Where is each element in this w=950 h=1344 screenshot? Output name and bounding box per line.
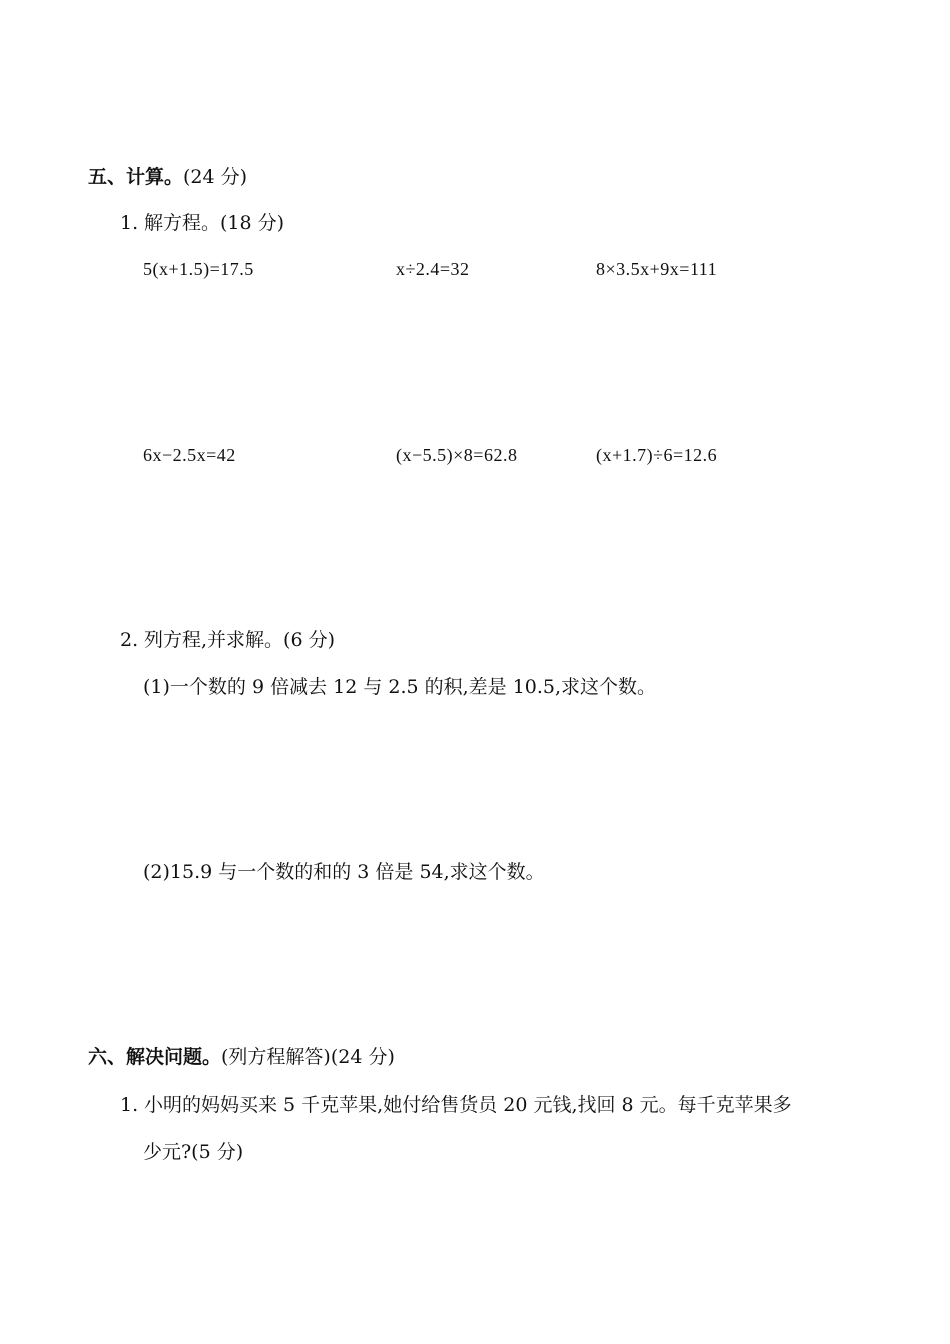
section-5-heading <box>88 165 247 189</box>
equation-6: (x+1.7)÷6=12.6 <box>596 445 718 465</box>
problem-1-line-2: 少元?(5 分) <box>143 1141 244 1163</box>
problem-1-number: 1. <box>120 1094 139 1116</box>
question-1-title <box>120 211 284 235</box>
question-2-item-2-workspace[interactable] <box>120 895 820 1035</box>
equation-3: 8×3.5x+9x=111 <box>596 259 718 279</box>
section-6-heading <box>88 1045 395 1069</box>
section-6-points: (列方程解答)(24 分) <box>221 1046 395 1068</box>
equation-5: (x−5.5)×8=62.8 <box>396 445 518 465</box>
question-2-item-2: (2)15.9 与一个数的和的 3 倍是 54,求这个数。 <box>143 861 545 883</box>
question-2-text: 列方程,并求解。(6 分) <box>144 629 335 651</box>
problem-1-workspace[interactable] <box>120 1175 820 1315</box>
problem-1-line-1 <box>120 1093 792 1117</box>
equation-workspace-row-1[interactable] <box>120 290 820 430</box>
section-5-points: (24 分) <box>183 166 248 188</box>
equation-4: 6x−2.5x=42 <box>143 445 236 465</box>
question-1-text: 解方程。(18 分) <box>144 212 285 234</box>
question-1-number: 1. <box>120 212 139 234</box>
question-2-title <box>120 628 335 652</box>
equation-2: x÷2.4=32 <box>396 259 470 279</box>
section-5-title: 五、计算。 <box>88 166 184 188</box>
problem-1-text: 小明的妈妈买来 5 千克苹果,她付给售货员 20 元钱,找回 8 元。每千克苹果多 <box>144 1094 792 1116</box>
question-2-item-1-workspace[interactable] <box>120 710 820 850</box>
equation-workspace-row-2[interactable] <box>120 476 820 616</box>
section-6-title: 六、解决问题。 <box>88 1046 222 1068</box>
equation-1: 5(x+1.5)=17.5 <box>143 259 254 279</box>
question-2-number: 2. <box>120 629 139 651</box>
question-2-item-1: (1)一个数的 9 倍减去 12 与 2.5 的积,差是 10.5,求这个数。 <box>143 676 657 698</box>
